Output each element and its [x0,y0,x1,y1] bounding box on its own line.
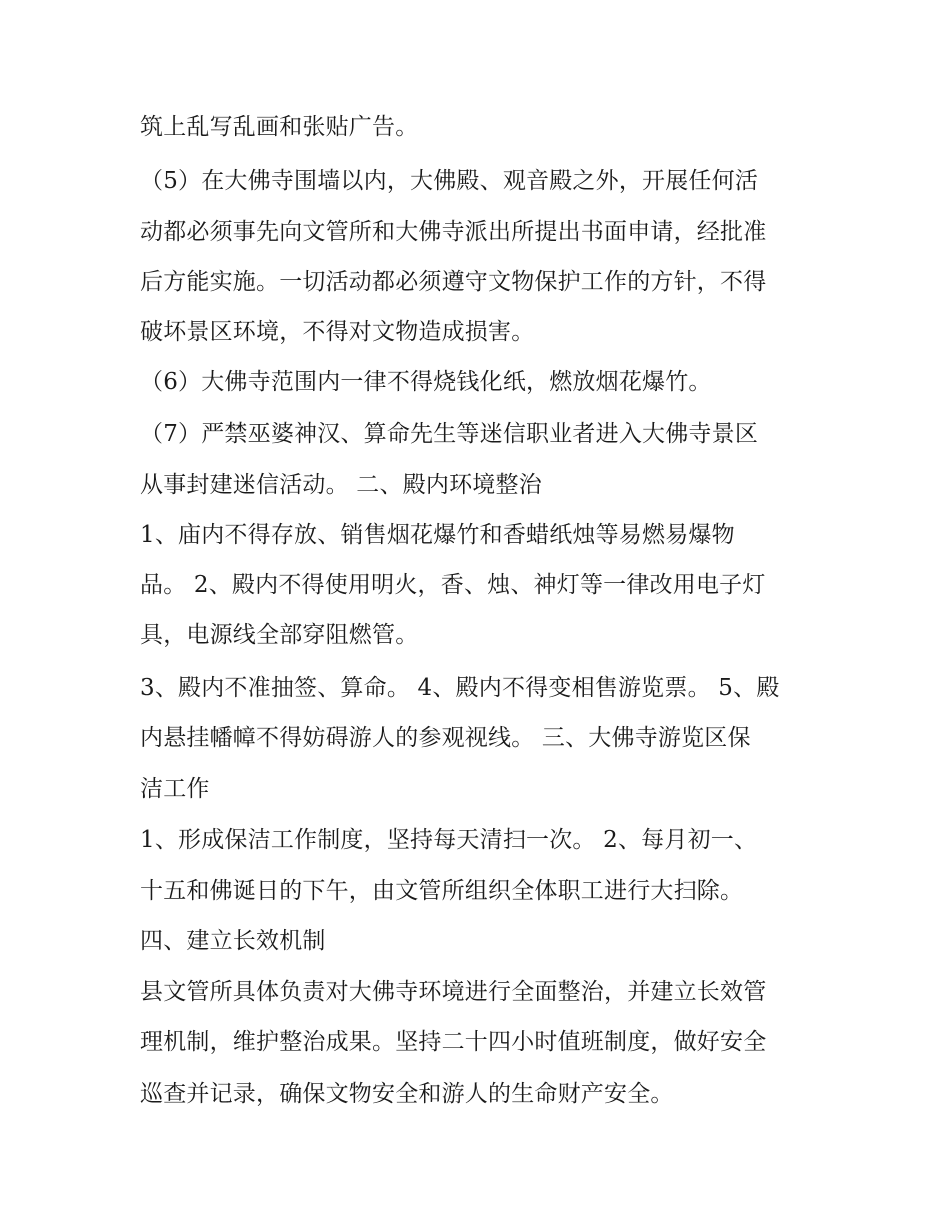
text-line: 1、形成保洁工作制度，坚持每天清扫一次。 2、每月初一、 [140,827,758,853]
text-line: 县文管所具体负责对大佛寺环境进行全面整治，并建立长效管 [140,979,767,1005]
text-line: 从事封建迷信活动。 二、殿内环境整治 [140,472,542,498]
text-line: 品。 2、殿内不得使用明火，香、烛、神灯等一律改用电子灯 [140,572,766,598]
text-line: 理机制，维护整治成果。坚持二十四小时值班制度，做好安全 [140,1029,767,1055]
text-line: 洁工作 [140,776,210,802]
text-line: 动都必须事先向文管所和大佛寺派出所提出书面申请，经批准 [140,219,767,245]
text-line: 1、庙内不得存放、销售烟花爆竹和香蜡纸烛等易燃易爆物 [140,522,735,548]
text-line: 四、建立长效机制 [140,928,326,954]
text-line: 3、殿内不准抽签、算命。 4、殿内不得变相售游览票。 5、殿 [140,675,780,701]
text-line: （7）严禁巫婆神汉、算命先生等迷信职业者进入大佛寺景区 [140,421,759,447]
text-line: （6）大佛寺范围内一律不得烧钱化纸，燃放烟花爆竹。 [140,369,712,395]
text-line: 十五和佛诞日的下午，由文管所组织全体职工进行大扫除。 [140,878,744,904]
text-line: 巡查并记录，确保文物安全和游人的生命财产安全。 [140,1081,674,1107]
text-line: （5）在大佛寺围墙以内，大佛殿、观音殿之外，开展任何活 [140,168,759,194]
text-line: 具，电源线全部穿阻燃管。 [140,622,419,648]
text-line: 破坏景区环境，不得对文物造成损害。 [140,319,535,345]
text-line: 后方能实施。一切活动都必须遵守文物保护工作的方针，不得 [140,269,767,295]
text-line: 内悬挂幡幛不得妨碍游人的参观视线。 三、大佛寺游览区保 [140,725,751,751]
text-line: 筑上乱写乱画和张贴广告。 [140,114,419,140]
